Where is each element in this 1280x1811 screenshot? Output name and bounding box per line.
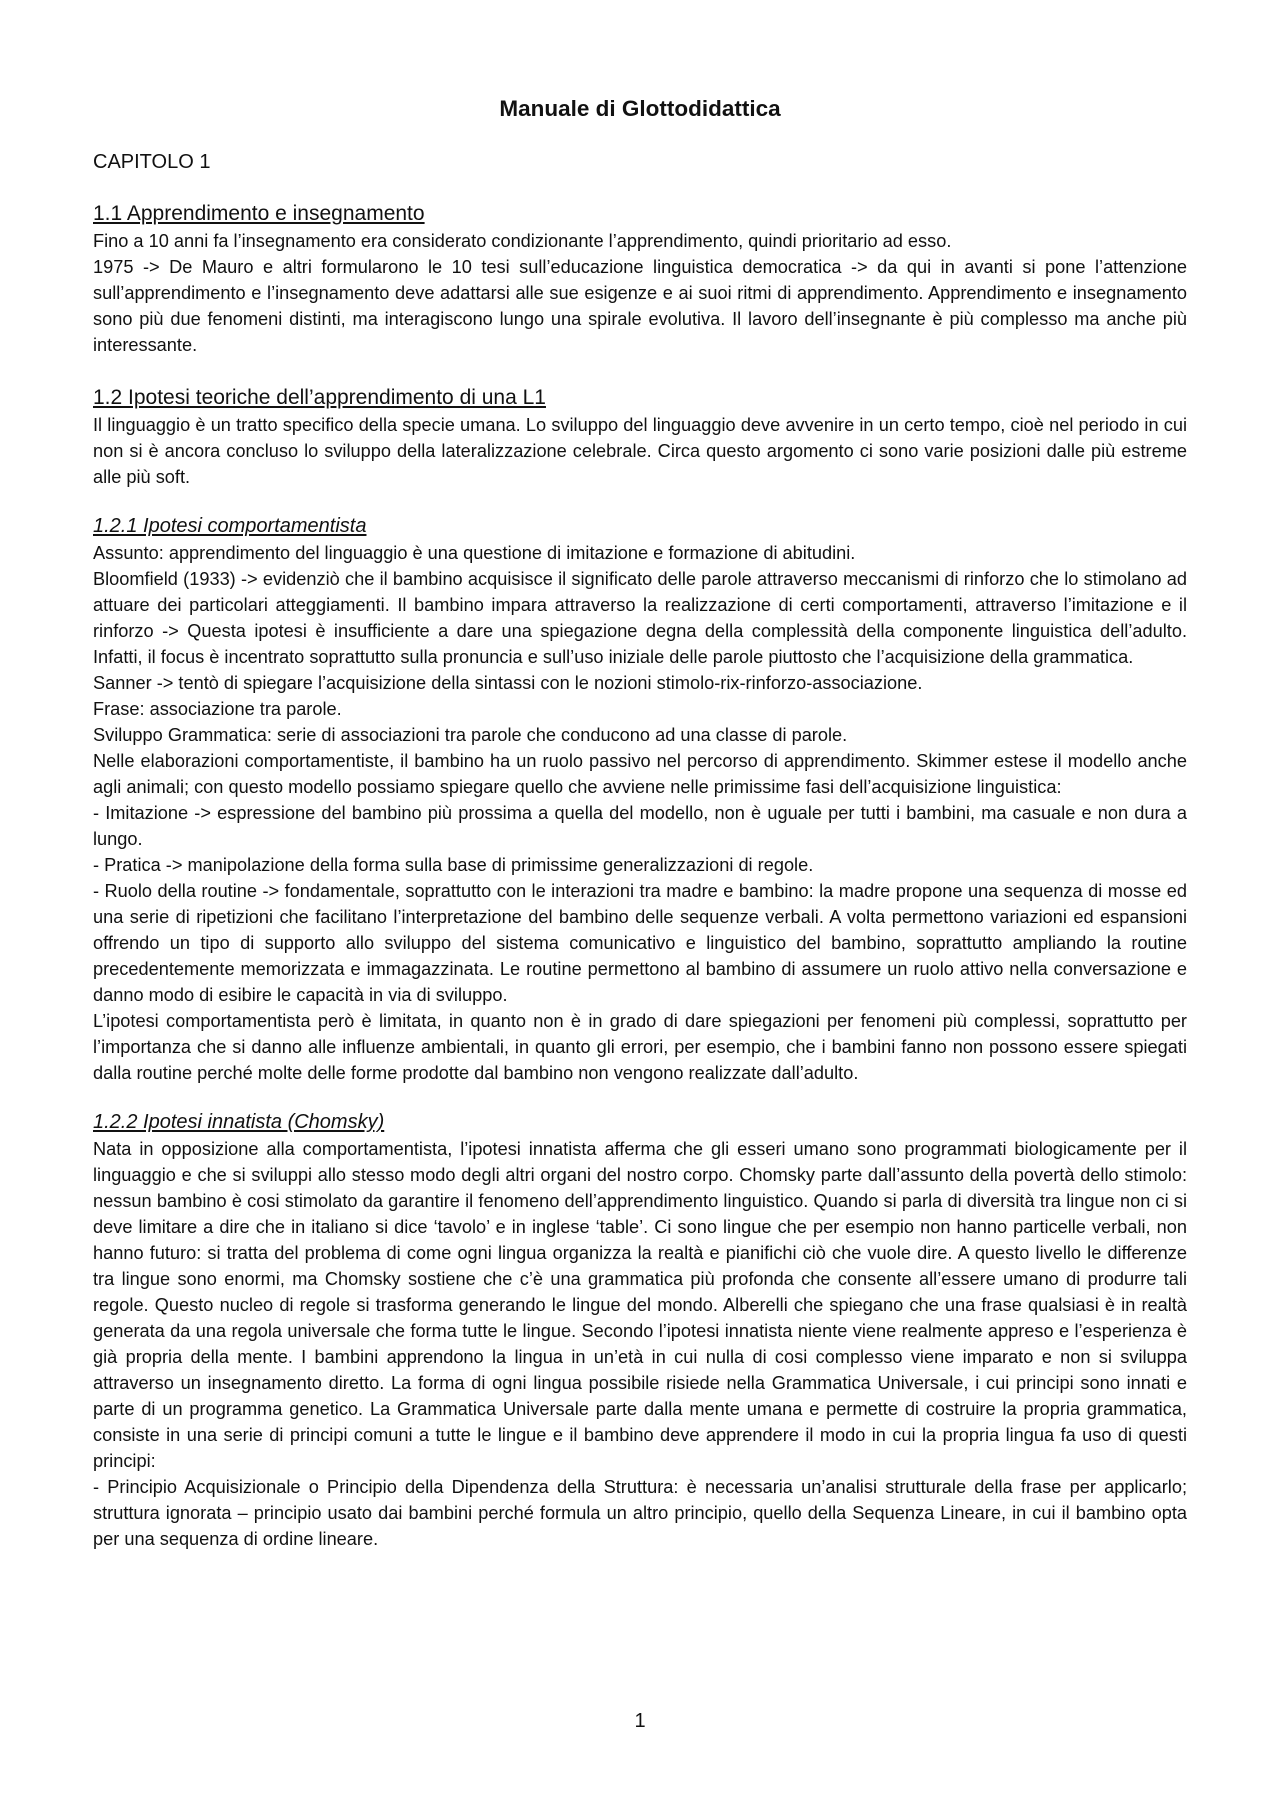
paragraph: Sviluppo Grammatica: serie di associazioni tra parole che conducono ad una classe di parole. [93, 725, 848, 745]
list-item: - Imitazione -> espressione del bambino più prossima a quella del modello, non è uguale per tutti i bambini, ma casuale e non dura a lungo. [93, 803, 1187, 849]
subsection-heading: 1.2.2 Ipotesi innatista (Chomsky) [93, 1111, 385, 1133]
paragraph: Assunto: apprendimento del linguaggio è una questione di imitazione e formazione di abitudini. [93, 543, 856, 563]
paragraph: Sanner -> tentò di spiegare l’acquisizione della sintassi con le nozioni stimolo-rix-rinforzo-associazione. [93, 673, 923, 693]
paragraph: 1975 -> De Mauro e altri formularono le 10 tesi sull’educazione linguistica democratica -> da qui in avanti si pone l’attenzione sull’apprendimento e l’insegnamento deve adattarsi alle sue esigenze e ai suoi ritmi di apprendimento. Apprendimento e insegnamento sono più due fenomeni distinti, ma interagiscono lungo una spirale evolutiva. Il lavoro dell’insegnante è più complesso ma anche più interessante. [93, 257, 1187, 355]
chapter-label: CAPITOLO 1 [93, 151, 211, 173]
document-title: Manuale di Glottodidattica [499, 96, 781, 121]
paragraph: Fino a 10 anni fa l’insegnamento era considerato condizionante l’apprendimento, quindi prioritario ad esso. [93, 231, 952, 251]
list-item: - Pratica -> manipolazione della forma sulla base di primissime generalizzazioni di regole. [93, 855, 814, 875]
list-item: - Ruolo della routine -> fondamentale, soprattutto con le interazioni tra madre e bambino: la madre propone una sequenza di mosse ed una serie di ripetizioni che facilitano l’interpretazione del bambino delle sequenze verbali. A volta permettono variazioni ed espansioni offrendo un tipo di supporto allo sviluppo del sistema comunicativo e linguistico del bambino, soprattutto ampliando la routine precedentemente memorizzata e immagazzinata. Le routine permettono al bambino di assumere un ruolo attivo nella conversazione e danno modo di esibire le capacità in via di sviluppo. [93, 881, 1187, 1005]
section-heading: 1.2 Ipotesi teoriche dell’apprendimento di una L1 [93, 386, 546, 409]
section-heading: 1.1 Apprendimento e insegnamento [93, 202, 425, 225]
document-page [93, 78, 1187, 1552]
paragraph: Nelle elaborazioni comportamentiste, il bambino ha un ruolo passivo nel percorso di apprendimento. Skimmer estese il modello anche agli animali; con questo modello possiamo spiegare quello che avviene nelle primissime fasi dell’acquisizione linguistica: [93, 751, 1187, 797]
paragraph: Il linguaggio è un tratto specifico della specie umana. Lo sviluppo del linguaggio deve avvenire in un certo tempo, cioè nel periodo in cui non si è ancora concluso lo sviluppo della lateralizzazione celebrale. Circa questo argomento ci sono varie posizioni dalle più estreme alle più soft. [93, 415, 1187, 487]
page-number: 1 [634, 1710, 646, 1732]
paragraph: Nata in opposizione alla comportamentista, l’ipotesi innatista afferma che gli esseri umano sono programmati biologicamente per il linguaggio e che si sviluppi allo stesso modo degli altri organi del nostro corpo. Chomsky parte dall’assunto della povertà dello stimolo: nessun bambino è cosi stimolato da garantire il fenomeno dell’apprendimento linguistico. Quando si parla di diversità tra lingue non ci si deve limitare a dire che in italiano si dice ‘tavolo’ e in inglese ‘table’. Ci sono lingue che per esempio non hanno particelle verbali, non hanno futuro: si tratta del problema di come ogni lingua organizza la realtà e pianifichi ciò che vuole dire. A questo livello le differenze tra lingue sono enormi, ma Chomsky sostiene che c’è una grammatica più profonda che consente all’essere umano di produrre tali regole. Questo nucleo di regole si trasforma generando le lingue del mondo. Alberelli che spiegano che una frase qualsiasi è in realtà generata da una regola universale che forma tutte le lingue. Secondo l’ipotesi innatista niente viene realmente appreso e l’esperienza è già propria della mente. I bambini apprendono la lingua in un’età in cui nulla di cosi complesso viene imparato e non si sviluppa attraverso un insegnamento diretto. La forma di ogni lingua possibile risiede nella Grammatica Universale, i cui principi sono innati e parte di un programma genetico. La Grammatica Universale parte dalla mente umana e permette di costruire la propria grammatica, consiste in una serie di principi comuni a tutte le lingue e il bambino deve apprendere il modo in cui la propria lingua fa uso di questi principi: [93, 1139, 1187, 1471]
subsection-heading: 1.2.1 Ipotesi comportamentista [93, 515, 367, 537]
paragraph: Frase: associazione tra parole. [93, 699, 342, 719]
list-item: - Principio Acquisizionale o Principio della Dipendenza della Struttura: è necessaria un’analisi strutturale della frase per applicarlo; struttura ignorata – principio usato dai bambini perché formula un altro principio, quello della Sequenza Lineare, in cui il bambino opta per una sequenza di ordine lineare. [93, 1477, 1187, 1549]
paragraph: Bloomfield (1933) -> evidenziò che il bambino acquisisce il significato delle parole attraverso meccanismi di rinforzo che lo stimolano ad attuare dei particolari atteggiamenti. Il bambino impara attraverso la realizzazione di certi comportamenti, attraverso l’imitazione e il rinforzo -> Questa ipotesi è insufficiente a dare una spiegazione degna della complessità della componente linguistica dell’adulto. Infatti, il focus è incentrato soprattutto sulla pronuncia e sull’uso iniziale delle parole piuttosto che l’acquisizione della grammatica. [93, 569, 1187, 667]
paragraph: L’ipotesi comportamentista però è limitata, in quanto non è in grado di dare spiegazioni per fenomeni più complessi, soprattutto per l’importanza che si danno alle influenze ambientali, in quanto gli errori, per esempio, che i bambini fanno non possono essere spiegati dalla routine perché molte delle forme prodotte dal bambino non vengono realizzate dall’adulto. [93, 1011, 1187, 1083]
